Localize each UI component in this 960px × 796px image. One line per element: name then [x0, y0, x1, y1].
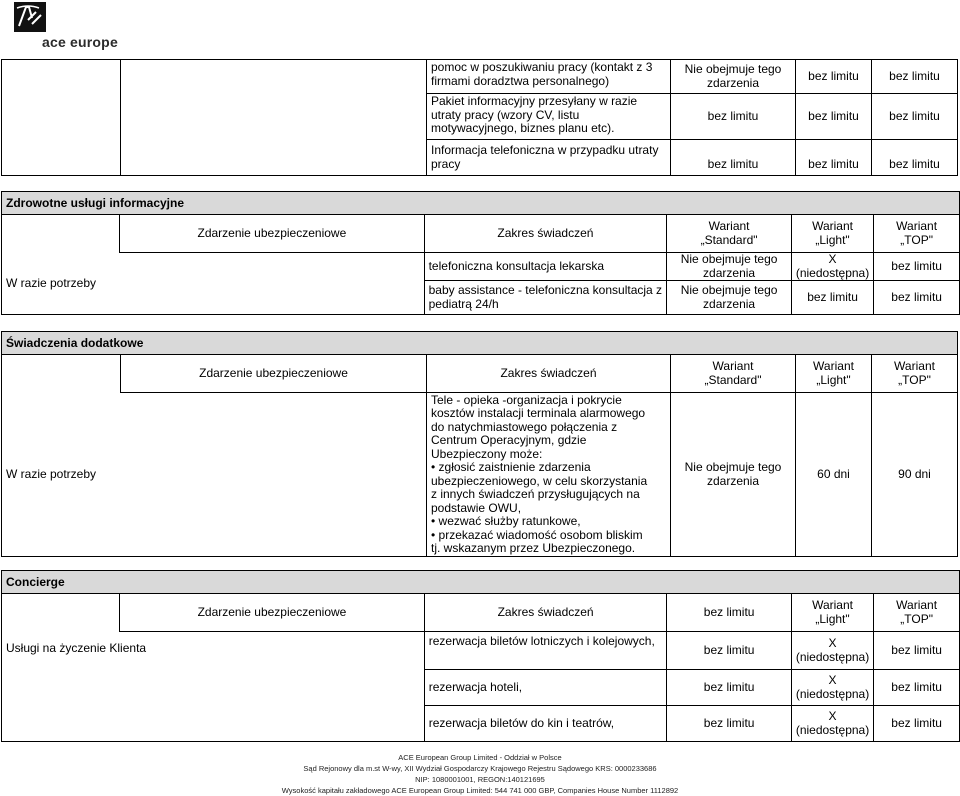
top-cell: bez limitu	[872, 60, 958, 94]
top-cell: bez limitu	[874, 632, 960, 670]
scope-cell: telefoniczna konsultacja lekarska	[424, 253, 667, 281]
light-cell: X (niedostępna)	[791, 632, 873, 670]
top-header: Wariant „TOP"	[874, 215, 960, 253]
scope-cell: rezerwacja hoteli,	[424, 670, 667, 706]
section-title-row	[2, 332, 958, 355]
top-cell: bez limitu	[872, 94, 958, 140]
scope-cell: Pakiet informacyjny przesyłany w razie utraty pracy (wzory CV, listu motywacyjnego, biznes planu etc).	[427, 94, 671, 140]
standard-cell: bez limitu	[667, 632, 791, 670]
light-cell: X (niedostępna)	[791, 670, 873, 706]
event-cell: Usługi na życzenie Klienta	[2, 632, 425, 742]
scope-header: Zakres świadczeń	[427, 355, 671, 393]
header-row	[2, 355, 958, 393]
header-row	[2, 594, 960, 632]
section-concierge-table	[1, 570, 960, 742]
event-header: Zdarzenie ubezpieczeniowe	[120, 215, 424, 253]
table-row	[2, 253, 960, 281]
footer-line: NIP: 1080001001, REGON:140121695	[415, 775, 545, 784]
light-cell: X (niedostępna)	[791, 253, 873, 281]
scope-cell	[427, 393, 671, 557]
top-cell: bez limitu	[874, 706, 960, 742]
light-header: Wariant „Light"	[796, 355, 872, 393]
top-header: Wariant „TOP"	[872, 355, 958, 393]
event-header: Zdarzenie ubezpieczeniowe	[120, 594, 425, 632]
section-health-table	[1, 191, 960, 315]
standard-cell: Nie obejmuje tego zdarzenia	[671, 393, 796, 557]
standard-cell: Nie obejmuje tego zdarzenia	[667, 281, 792, 315]
footer	[0, 752, 960, 796]
standard-header: Wariant „Standard"	[671, 355, 796, 393]
light-cell: X (niedostępna)	[791, 706, 873, 742]
top-cell: bez limitu	[874, 281, 960, 315]
table-row	[2, 632, 960, 670]
section-extra-table	[1, 331, 958, 557]
section-title: Świadczenia dodatkowe	[2, 332, 958, 355]
standard-cell: bez limitu	[671, 140, 796, 176]
section-title-row	[2, 571, 960, 594]
table-row	[2, 60, 958, 94]
scope-lines: Tele - opieka -organizacja i pokrycie kosztów instalacji terminala alarmowego do natychmiastowego połączenia z Centrum Operacyjnym, gdzie Ubezpieczony może: • zgłosić zaistnienie zdarzenia ubezpieczeniowego, w celu skorzystania z innych świadczeń przysługujących na podstawie OWU, • wezwać służby ratunkowe, • przekazać wiadomość osobom bliskim tj. wskazanym przez Ubezpieczonego.	[431, 392, 648, 555]
event-header: Zdarzenie ubezpieczeniowe	[121, 355, 427, 393]
scope-header: Zakres świadczeń	[424, 594, 667, 632]
light-cell: bez limitu	[796, 60, 872, 94]
standard-header: bez limitu	[667, 594, 791, 632]
standard-cell: Nie obejmuje tego zdarzenia	[671, 60, 796, 94]
top-header: Wariant „TOP"	[874, 594, 960, 632]
standard-cell: bez limitu	[667, 706, 791, 742]
table-row	[2, 393, 958, 557]
light-cell: bez limitu	[791, 281, 873, 315]
standard-cell: bez limitu	[667, 670, 791, 706]
brand-name: ace europe	[42, 34, 118, 50]
scope-cell: pomoc w poszukiwaniu pracy (kontakt z 3 firmami doradztwa personalnego)	[427, 60, 671, 94]
top-cell: bez limitu	[874, 253, 960, 281]
top-cell: bez limitu	[874, 670, 960, 706]
section-title-row	[2, 192, 960, 215]
header-row	[2, 215, 960, 253]
scope-cell: rezerwacja biletów lotniczych i kolejowych,	[424, 632, 667, 670]
footer-line: Wysokość kapitału zakładowego ACE European Group Limited: 544 741 000 GBP, Companies House Number 1112892	[281, 786, 679, 795]
standard-header: Wariant „Standard"	[667, 215, 792, 253]
light-cell: bez limitu	[796, 94, 872, 140]
footer-line: ACE European Group Limited - Oddział w Polsce	[398, 753, 562, 762]
light-header: Wariant „Light"	[791, 594, 873, 632]
scope-header: Zakres świadczeń	[424, 215, 667, 253]
footer-line: Sąd Rejonowy dla m.st W-wy, XII Wydział Gospodarczy Krajowego Rejestru Sądowego KRS: 0000233686	[303, 764, 657, 773]
section-title: Concierge	[2, 571, 960, 594]
top-table	[1, 59, 958, 176]
standard-cell: Nie obejmuje tego zdarzenia	[667, 253, 792, 281]
scope-cell: rezerwacja biletów do kin i teatrów,	[424, 706, 667, 742]
light-cell: bez limitu	[796, 140, 872, 176]
section-title: Zdrowotne usługi informacyjne	[2, 192, 960, 215]
table-row	[2, 140, 958, 176]
scope-cell: baby assistance - telefoniczna konsultacja z pediatrą 24/h	[424, 281, 667, 315]
ace-logo-icon	[14, 2, 46, 32]
top-cell: bez limitu	[872, 140, 958, 176]
event-cell: W razie potrzeby	[2, 253, 425, 315]
top-cell: 90 dni	[872, 393, 958, 557]
event-cell: W razie potrzeby	[2, 393, 427, 557]
standard-cell: bez limitu	[671, 94, 796, 140]
light-cell: 60 dni	[796, 393, 872, 557]
table-row	[2, 94, 958, 140]
scope-cell: Informacja telefoniczna w przypadku utraty pracy	[427, 140, 671, 176]
light-header: Wariant „Light"	[791, 215, 873, 253]
